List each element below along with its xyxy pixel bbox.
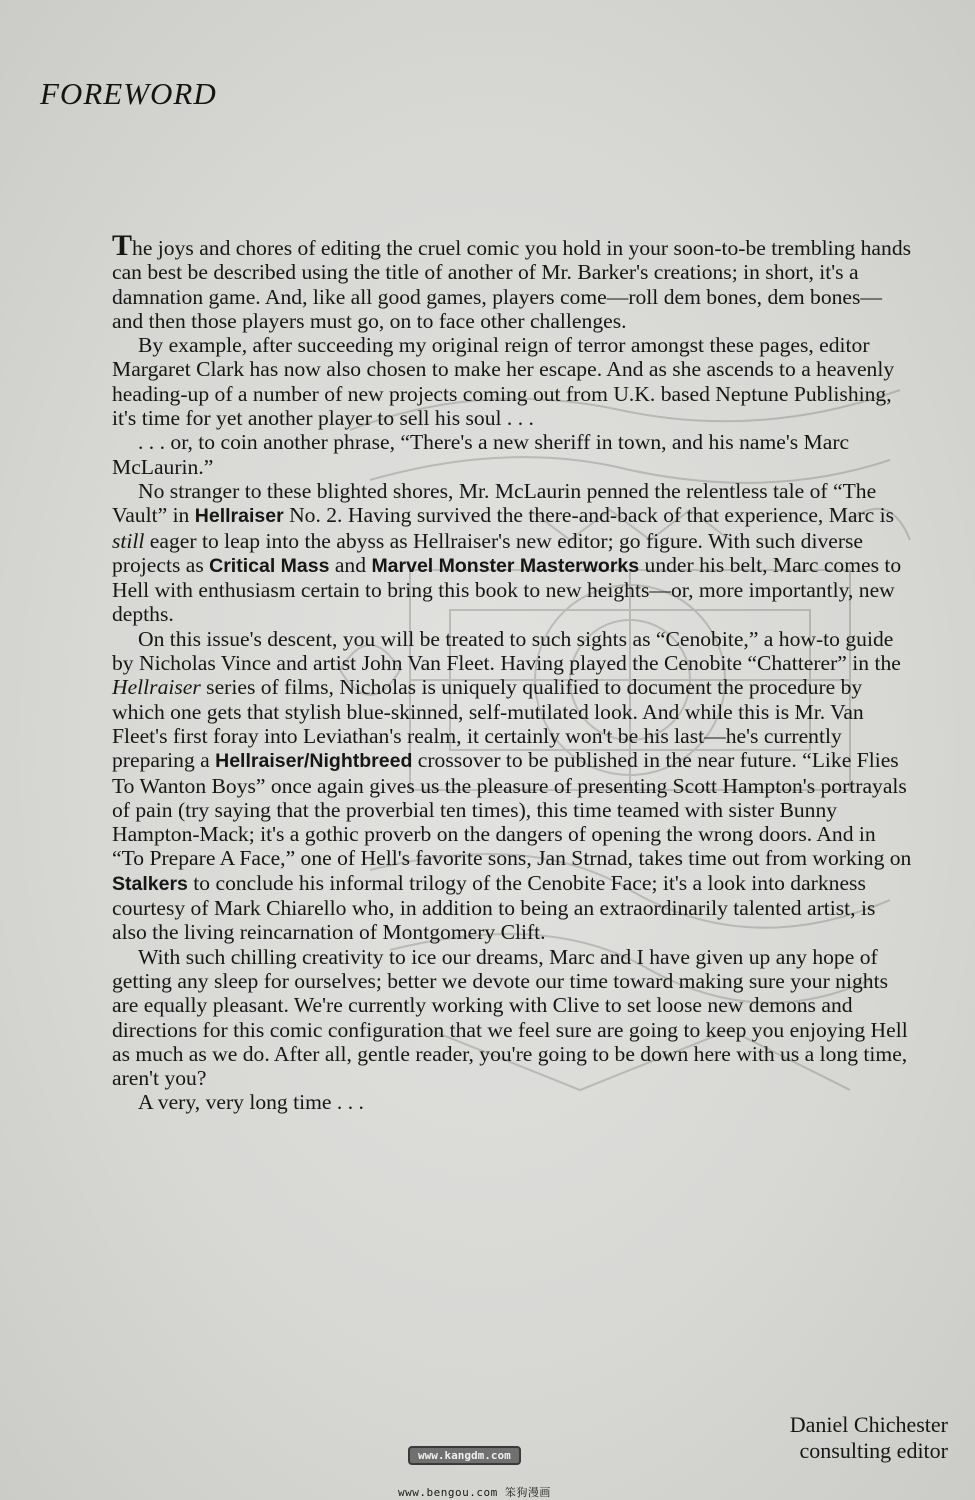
paragraph-text: With such chilling creativity to ice our dreams, Marc and I have given up any hope of getting any sleep for ourselves; better we devote our time toward making sure your nights are equally pleasant. We're currently working with Clive to set loose new demons and directions for this comic configuration that we feel sure are going to keep you enjoying Hell as much as we do. After all, gentle reader, you're going to be down here with us a long time, aren't you? (112, 944, 908, 1091)
footer-watermark: www.bengou.com 笨狗漫画 (398, 1486, 551, 1499)
watermark-badge: www.kangdm.com (408, 1446, 521, 1465)
publication-title: Hellraiser/Nightbreed (215, 750, 413, 773)
paragraph (112, 627, 912, 945)
signature-name: Daniel Chichester (789, 1412, 948, 1437)
signature-role: consulting editor (799, 1438, 948, 1463)
paragraph-text: under his belt, Marc comes to Hell with enthusiasm certain to bring this book to new heights—or, more importantly, new depths. (112, 552, 902, 627)
signature-block (790, 1412, 948, 1464)
paragraph (112, 430, 912, 479)
publication-title: Stalkers (112, 872, 188, 895)
paragraph-text: By example, after succeeding my original reign of terror amongst these pages, editor Margaret Clark has now also chosen to make her escape. And as she ascends to a heavenly heading-up of a number of new projects coming out from U.K. based Neptune Publishing, it's time for yet another player to sell his soul . . . (112, 333, 895, 431)
paragraph (112, 945, 912, 1091)
paragraph (112, 333, 912, 430)
paragraph-text: On this issue's descent, you will be treated to such sights as “Cenobite,” a how-to guide by Nicholas Vince and artist John Van Fleet. Having played the Cenobite “Chatterer” in the (112, 626, 901, 676)
paragraph-text: No. 2. Having survived the there-and-back of that experience, Marc is (283, 503, 895, 528)
emphasis-text: Hellraiser (112, 675, 201, 700)
paragraph-text: No stranger to these blighted shores, Mr. McLaurin penned the relentless tale of “The Vault” in (112, 478, 877, 528)
paragraph (112, 479, 912, 627)
publication-title: Marvel Monster Masterworks (371, 554, 640, 577)
paragraph-text: to conclude his informal trilogy of the Cenobite Face; it's a look into darkness courtesy of Mark Chiarello who, in addition to being an extraordinarily talented artist, is also the living reincarnation of Montgomery Clift. (112, 870, 876, 945)
page-title: FOREWORD (40, 76, 217, 111)
paragraph (112, 229, 912, 333)
paragraph-text: A very, very long time . . . (138, 1090, 364, 1115)
drop-cap: T (112, 229, 133, 262)
publication-title: Critical Mass (209, 554, 330, 577)
paragraph-text: he joys and chores of editing the cruel comic you hold in your soon-to-be trembling hands can best be described using the title of another of Mr. Barker's creations; in short, it's a damnation game. And, like all good games, players come—roll dem bones, dem bones—and then those players must go, on to face other challenges. (112, 236, 912, 333)
publication-title: Hellraiser (194, 505, 284, 528)
paragraph-text: . . . or, to coin another phrase, “There's a new sheriff in town, and his name's Marc McLaurin.” (112, 430, 850, 479)
foreword-body (112, 229, 912, 1115)
paragraph-text: and (329, 552, 372, 577)
emphasis-text: still (112, 528, 145, 553)
paragraph-text: series of films, Nicholas is uniquely qualified to document the procedure by which one gets that stylish blue-skinned, self-mutilated look. And while this is Mr. Van Fleet's first foray into Leviathan's realm, it certainly won't be his last—he's currently preparing a (112, 675, 864, 773)
paragraph (112, 1090, 912, 1114)
paragraph-text: crossover to be published in the near future. “Like Flies To Wanton Boys” once again gives us the pleasure of presenting Scott Hampton's portrayals of pain (try saying that the proverbial ten times), this time teamed with sister Bunny Hampton-Mack; it's a gothic proverb on the dangers of opening the wrong doors. And in “To Prepare A Face,” one of Hell's favorite sons, Jan Strnad, takes time out from working on (112, 748, 912, 871)
paragraph-text: eager to leap into the abyss as Hellraiser's new editor; go figure. With such diverse projects as (112, 528, 864, 577)
